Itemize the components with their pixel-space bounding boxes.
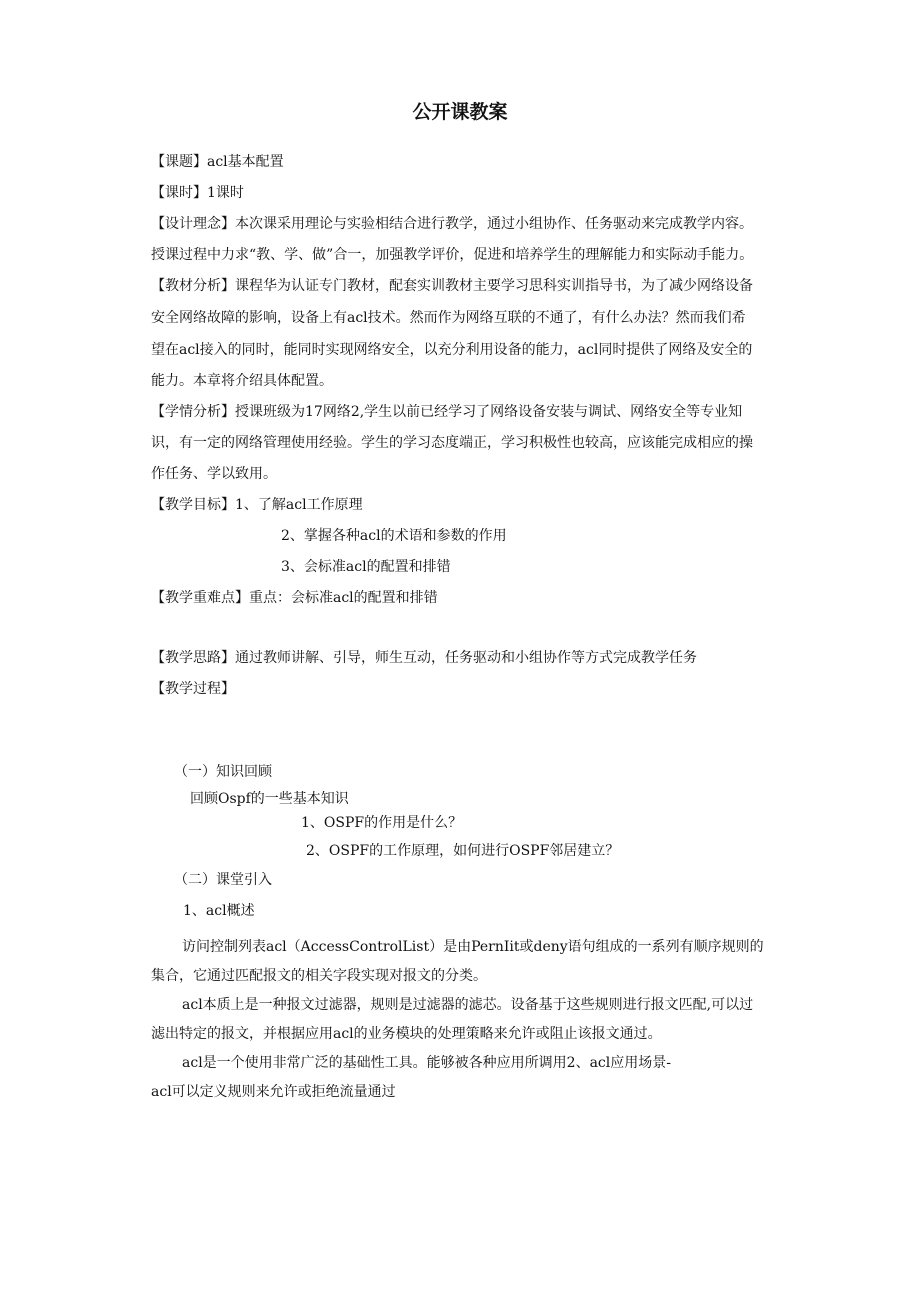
acl-overview-heading: 1、acl概述 [183,903,255,919]
course-topic-line: 【课题】acl基本配置 [151,154,284,170]
acl-definition-line-2: 集合，它通过匹配报文的相关字段实现对报文的分类。 [151,968,487,984]
textbook-analysis-line-3: 望在acl接入的同时，能同时实现网络安全，以充分利用设备的能力，acl同时提供了网络及安全的 [151,342,753,358]
section-knowledge-review: （一）知识回顾 [174,764,272,780]
student-analysis-line-2: 识，有一定的网络管理使用经验。学生的学习态度端正，学习积极性也较高，应该能完成相应的操 [151,435,753,451]
document-title: 公开课教案 [412,101,508,123]
acl-definition-line-1: 访问控制列表acl（AccessControlList）是由PernIit或deny语句组成的一系列有顺序规则的 [182,939,764,955]
teaching-goal-2: 2、掌握各种acl的术语和参数的作用 [281,528,507,544]
review-ospf-line: 回顾Ospf的一些基本知识 [190,791,349,807]
teaching-goal-3: 3、会标准acl的配置和排错 [281,559,451,575]
acl-nature-line-2: 滤出特定的报文，并根据应用acl的业务模块的处理策略来允许或阻止该报文通过。 [151,1026,662,1042]
textbook-analysis-line-1: 【教材分析】课程华为认证专门教材，配套实训教材主要学习思科实训指导书，为了减少网络设备 [151,278,753,294]
ospf-question-2: 2、OSPF的工作原理，如何进行OSPF邻居建立？ [306,843,620,859]
student-analysis-line-3: 作任务、学以致用。 [151,466,277,482]
teaching-approach-line: 【教学思路】通过教师讲解、引导，师生互动，任务驱动和小组协作等方式完成教学任务 [151,650,697,666]
ospf-question-1: 1、OSPF的作用是什么？ [301,815,463,831]
design-concept-line-1: 【设计理念】本次课采用理论与实验相结合进行教学，通过小组协作、任务驱动来完成教学内容。 [151,216,753,232]
teaching-process-heading: 【教学过程】 [151,681,235,697]
textbook-analysis-line-4: 能力。本章将介绍具体配置。 [151,373,333,389]
acl-rule-line: acl可以定义规则来允许或拒绝流量通过 [151,1084,396,1100]
acl-tool-line: acl是一个使用非常广泛的基础性工具。能够被各种应用所调用2、acl应用场景- [182,1055,671,1071]
student-analysis-line-1: 【学情分析】授课班级为17网络2,学生以前已经学习了网络设备安装与调试、网络安全等专业知 [151,404,743,420]
key-difficulty-line: 【教学重难点】重点：会标准acl的配置和排错 [151,590,438,606]
section-class-intro: （二）课堂引入 [174,872,272,888]
textbook-analysis-line-2: 安全网络故障的影响，设备上有acl技术。然而作为网络互联的不通了，有什么办法？然而我们希 [151,310,746,326]
class-hours-line: 【课时】1课时 [151,185,244,201]
acl-nature-line-1: acl本质上是一种报文过滤器，规则是过滤器的滤芯。设备基于这些规则进行报文匹配,可以过 [182,997,754,1013]
design-concept-line-2: 授课过程中力求“教、学、做”合一，加强教学评价，促进和培养学生的理解能力和实际动手能力。 [151,247,754,263]
teaching-goal-1: 【教学目标】1、了解acl工作原理 [151,497,363,513]
